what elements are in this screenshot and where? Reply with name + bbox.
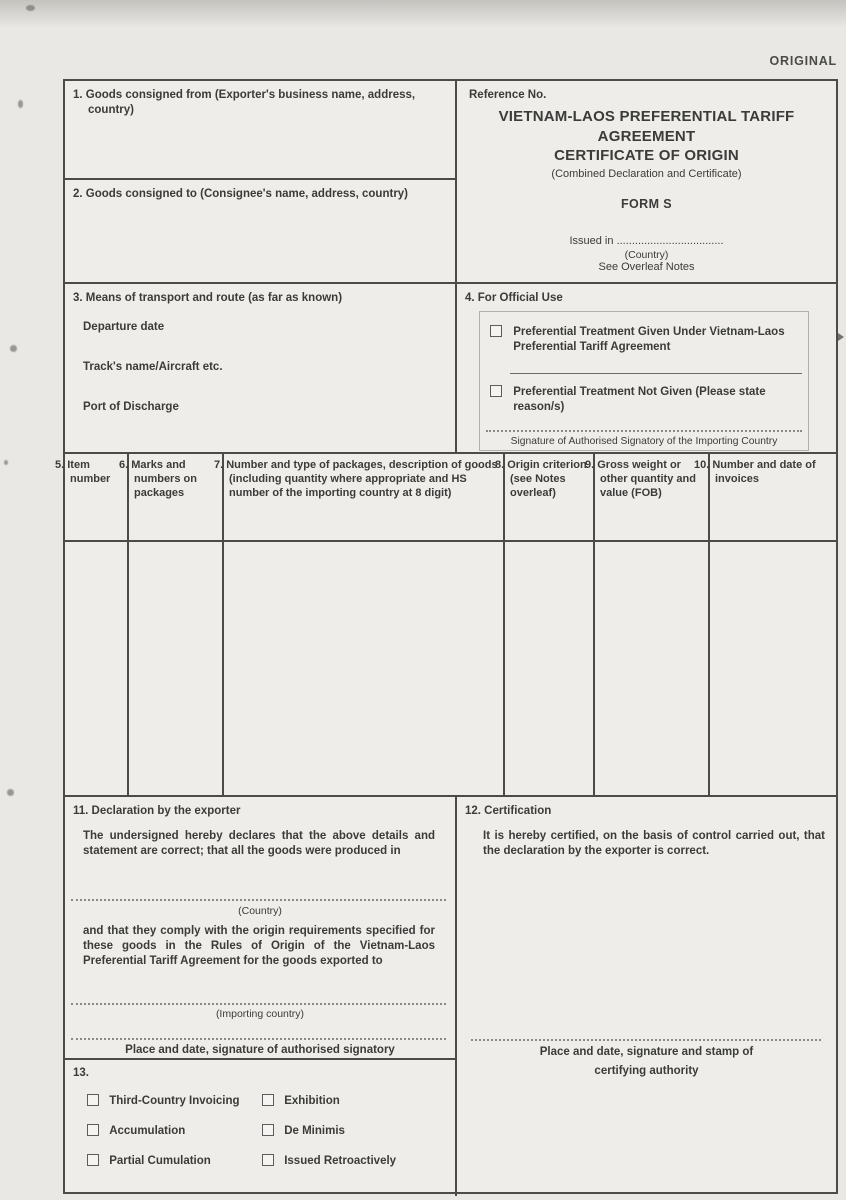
- scan-speck: [7, 789, 14, 796]
- col-packages-description-cell[interactable]: [224, 542, 503, 795]
- issued-in-dotted-blank: ...................................: [616, 235, 724, 247]
- option-de-minimis: [262, 1124, 345, 1139]
- col-gross-weight: [585, 454, 710, 795]
- col-origin-criterion: [495, 454, 595, 795]
- de-minimis-checkbox[interactable]: [262, 1124, 274, 1136]
- partial-cumulation-label: Partial Cumulation: [109, 1155, 211, 1167]
- box13-number: 13.: [73, 1067, 89, 1079]
- preferential-not-given-checkbox[interactable]: [490, 385, 502, 397]
- declaration-label: 11. Declaration by the exporter: [73, 805, 241, 817]
- certificate-title-2: CERTIFICATE OF ORIGIN: [554, 147, 739, 164]
- col-item-number-header: 5. Item number: [65, 454, 127, 542]
- certification-box: [457, 797, 836, 1196]
- declaration-signature-line[interactable]: [71, 1038, 446, 1040]
- col-origin-criterion-cell[interactable]: [505, 542, 593, 795]
- transport-route-label: 3. Means of transport and route (as far as known): [73, 292, 343, 304]
- exhibition-label: Exhibition: [284, 1095, 340, 1107]
- col-item-number-cell[interactable]: [65, 542, 127, 795]
- accumulation-label: Accumulation: [109, 1125, 186, 1137]
- option-partial-cumulation: [87, 1154, 211, 1169]
- certification-signature-line[interactable]: [471, 1039, 821, 1041]
- certificate-title: VIETNAM-LAOS PREFERENTIAL TARIFF AGREEMENT: [498, 108, 795, 145]
- certification-label: 12. Certification: [465, 805, 552, 817]
- third-country-invoicing-label: Third-Country Invoicing: [109, 1095, 240, 1107]
- official-signature-caption: Signature of Authorised Signatory of the Importing Country: [510, 436, 778, 447]
- issued-in-line[interactable]: [457, 234, 836, 249]
- accumulation-checkbox[interactable]: [87, 1124, 99, 1136]
- reference-no-label: Reference No.: [469, 89, 547, 101]
- official-use-inner-box: [479, 311, 809, 451]
- col-item-number: [55, 454, 129, 795]
- option-underline: [510, 373, 802, 374]
- official-use-label: 4. For Official Use: [465, 292, 563, 304]
- scan-speck: [18, 100, 23, 108]
- field-transport-route[interactable]: [65, 284, 457, 454]
- declaration-country-hint: (Country): [238, 905, 282, 917]
- vessel-aircraft-label: Track's name/Aircraft etc.: [83, 361, 223, 373]
- option-third-country-invoicing: [87, 1094, 240, 1109]
- field-goods-consigned-from-label: 1. Goods consigned from (Exporter's business name, address, country): [73, 89, 416, 116]
- col-packages-description-header: 7. Number and type of packages, description of goods (including quantity where appropriate and HS number of the importing country at 8 digit): [224, 454, 503, 542]
- box13-options: [65, 1060, 457, 1196]
- declaration-importing-country-line[interactable]: [71, 1003, 446, 1005]
- copy-label: ORIGINAL: [769, 54, 837, 68]
- form-code: FORM S: [620, 197, 672, 211]
- field-goods-consigned-to-label: 2. Goods consigned to (Consignee's name, address, country): [73, 188, 409, 200]
- preferential-given-checkbox[interactable]: [490, 325, 502, 337]
- exhibition-checkbox[interactable]: [262, 1094, 274, 1106]
- official-use-box: [457, 284, 836, 454]
- third-country-invoicing-checkbox[interactable]: [87, 1094, 99, 1106]
- certification-signature-caption-1: Place and date, signature and stamp of: [539, 1046, 754, 1058]
- port-of-discharge-label: Port of Discharge: [83, 401, 179, 413]
- col-marks-numbers-cell[interactable]: [129, 542, 222, 795]
- scan-speck: [26, 5, 35, 11]
- certificate-form: [55, 79, 838, 1194]
- col-packages-description: [214, 454, 505, 795]
- col-gross-weight-header: 9. Gross weight or other quantity and value (FOB): [595, 454, 708, 542]
- declaration-importing-country-hint: (Importing country): [215, 1008, 305, 1020]
- departure-date-label: Departure date: [83, 321, 165, 333]
- scan-speck: [10, 345, 17, 352]
- goods-table: [55, 454, 836, 797]
- col-origin-criterion-header: 8. Origin criterion (see Notes overleaf): [505, 454, 593, 542]
- field-goods-consigned-to[interactable]: [65, 180, 457, 284]
- col-marks-numbers: [119, 454, 224, 795]
- official-signature-line[interactable]: [486, 430, 802, 432]
- preferential-given-option: [490, 325, 801, 355]
- certification-signature-caption-2: certifying authority: [594, 1065, 699, 1077]
- preferential-not-given-label: Preferential Treatment Not Given (Please state reason/s): [513, 386, 766, 413]
- scan-speck: [4, 460, 8, 465]
- col-invoices: [694, 454, 836, 795]
- option-accumulation: [87, 1124, 185, 1139]
- declaration-signature-caption: Place and date, signature of authorised signatory: [125, 1044, 395, 1056]
- certificate-subtitle: (Combined Declaration and Certificate): [551, 168, 742, 180]
- declaration-para-2: and that they comply with the origin requirements specified for these goods in the Rules of Origin of the Vietnam-Laos Preferential Tariff Agreement for the goods exported to: [83, 925, 435, 967]
- declaration-country-line[interactable]: [71, 899, 446, 901]
- preferential-not-given-option: [490, 385, 801, 415]
- col-gross-weight-cell[interactable]: [595, 542, 708, 795]
- issued-retroactively-label: Issued Retroactively: [284, 1155, 397, 1167]
- de-minimis-label: De Minimis: [284, 1125, 345, 1137]
- option-exhibition: [262, 1094, 340, 1109]
- partial-cumulation-checkbox[interactable]: [87, 1154, 99, 1166]
- col-marks-numbers-header: 6. Marks and numbers on packages: [129, 454, 222, 542]
- overleaf-note: See Overleaf Notes: [598, 261, 695, 273]
- issued-retroactively-checkbox[interactable]: [262, 1154, 274, 1166]
- declaration-para-1: The undersigned hereby declares that the above details and statement are correct; that all the goods were produced in: [83, 830, 435, 857]
- certification-para: It is hereby certified, on the basis of control carried out, that the declaration by the exporter is correct.: [483, 830, 825, 857]
- issued-in-label: Issued in: [569, 235, 614, 247]
- field-goods-consigned-from[interactable]: [65, 81, 457, 180]
- country-hint: (Country): [624, 249, 669, 261]
- reference-panel: [457, 81, 836, 284]
- col-invoices-cell[interactable]: [710, 542, 836, 795]
- col-invoices-header: 10. Number and date of invoices: [710, 454, 836, 542]
- option-issued-retroactively: [262, 1154, 396, 1169]
- declaration-box: [65, 797, 457, 1060]
- preferential-given-label: Preferential Treatment Given Under Vietnam-Laos Preferential Tariff Agreement: [513, 326, 785, 353]
- scan-margin-mark: [838, 333, 844, 341]
